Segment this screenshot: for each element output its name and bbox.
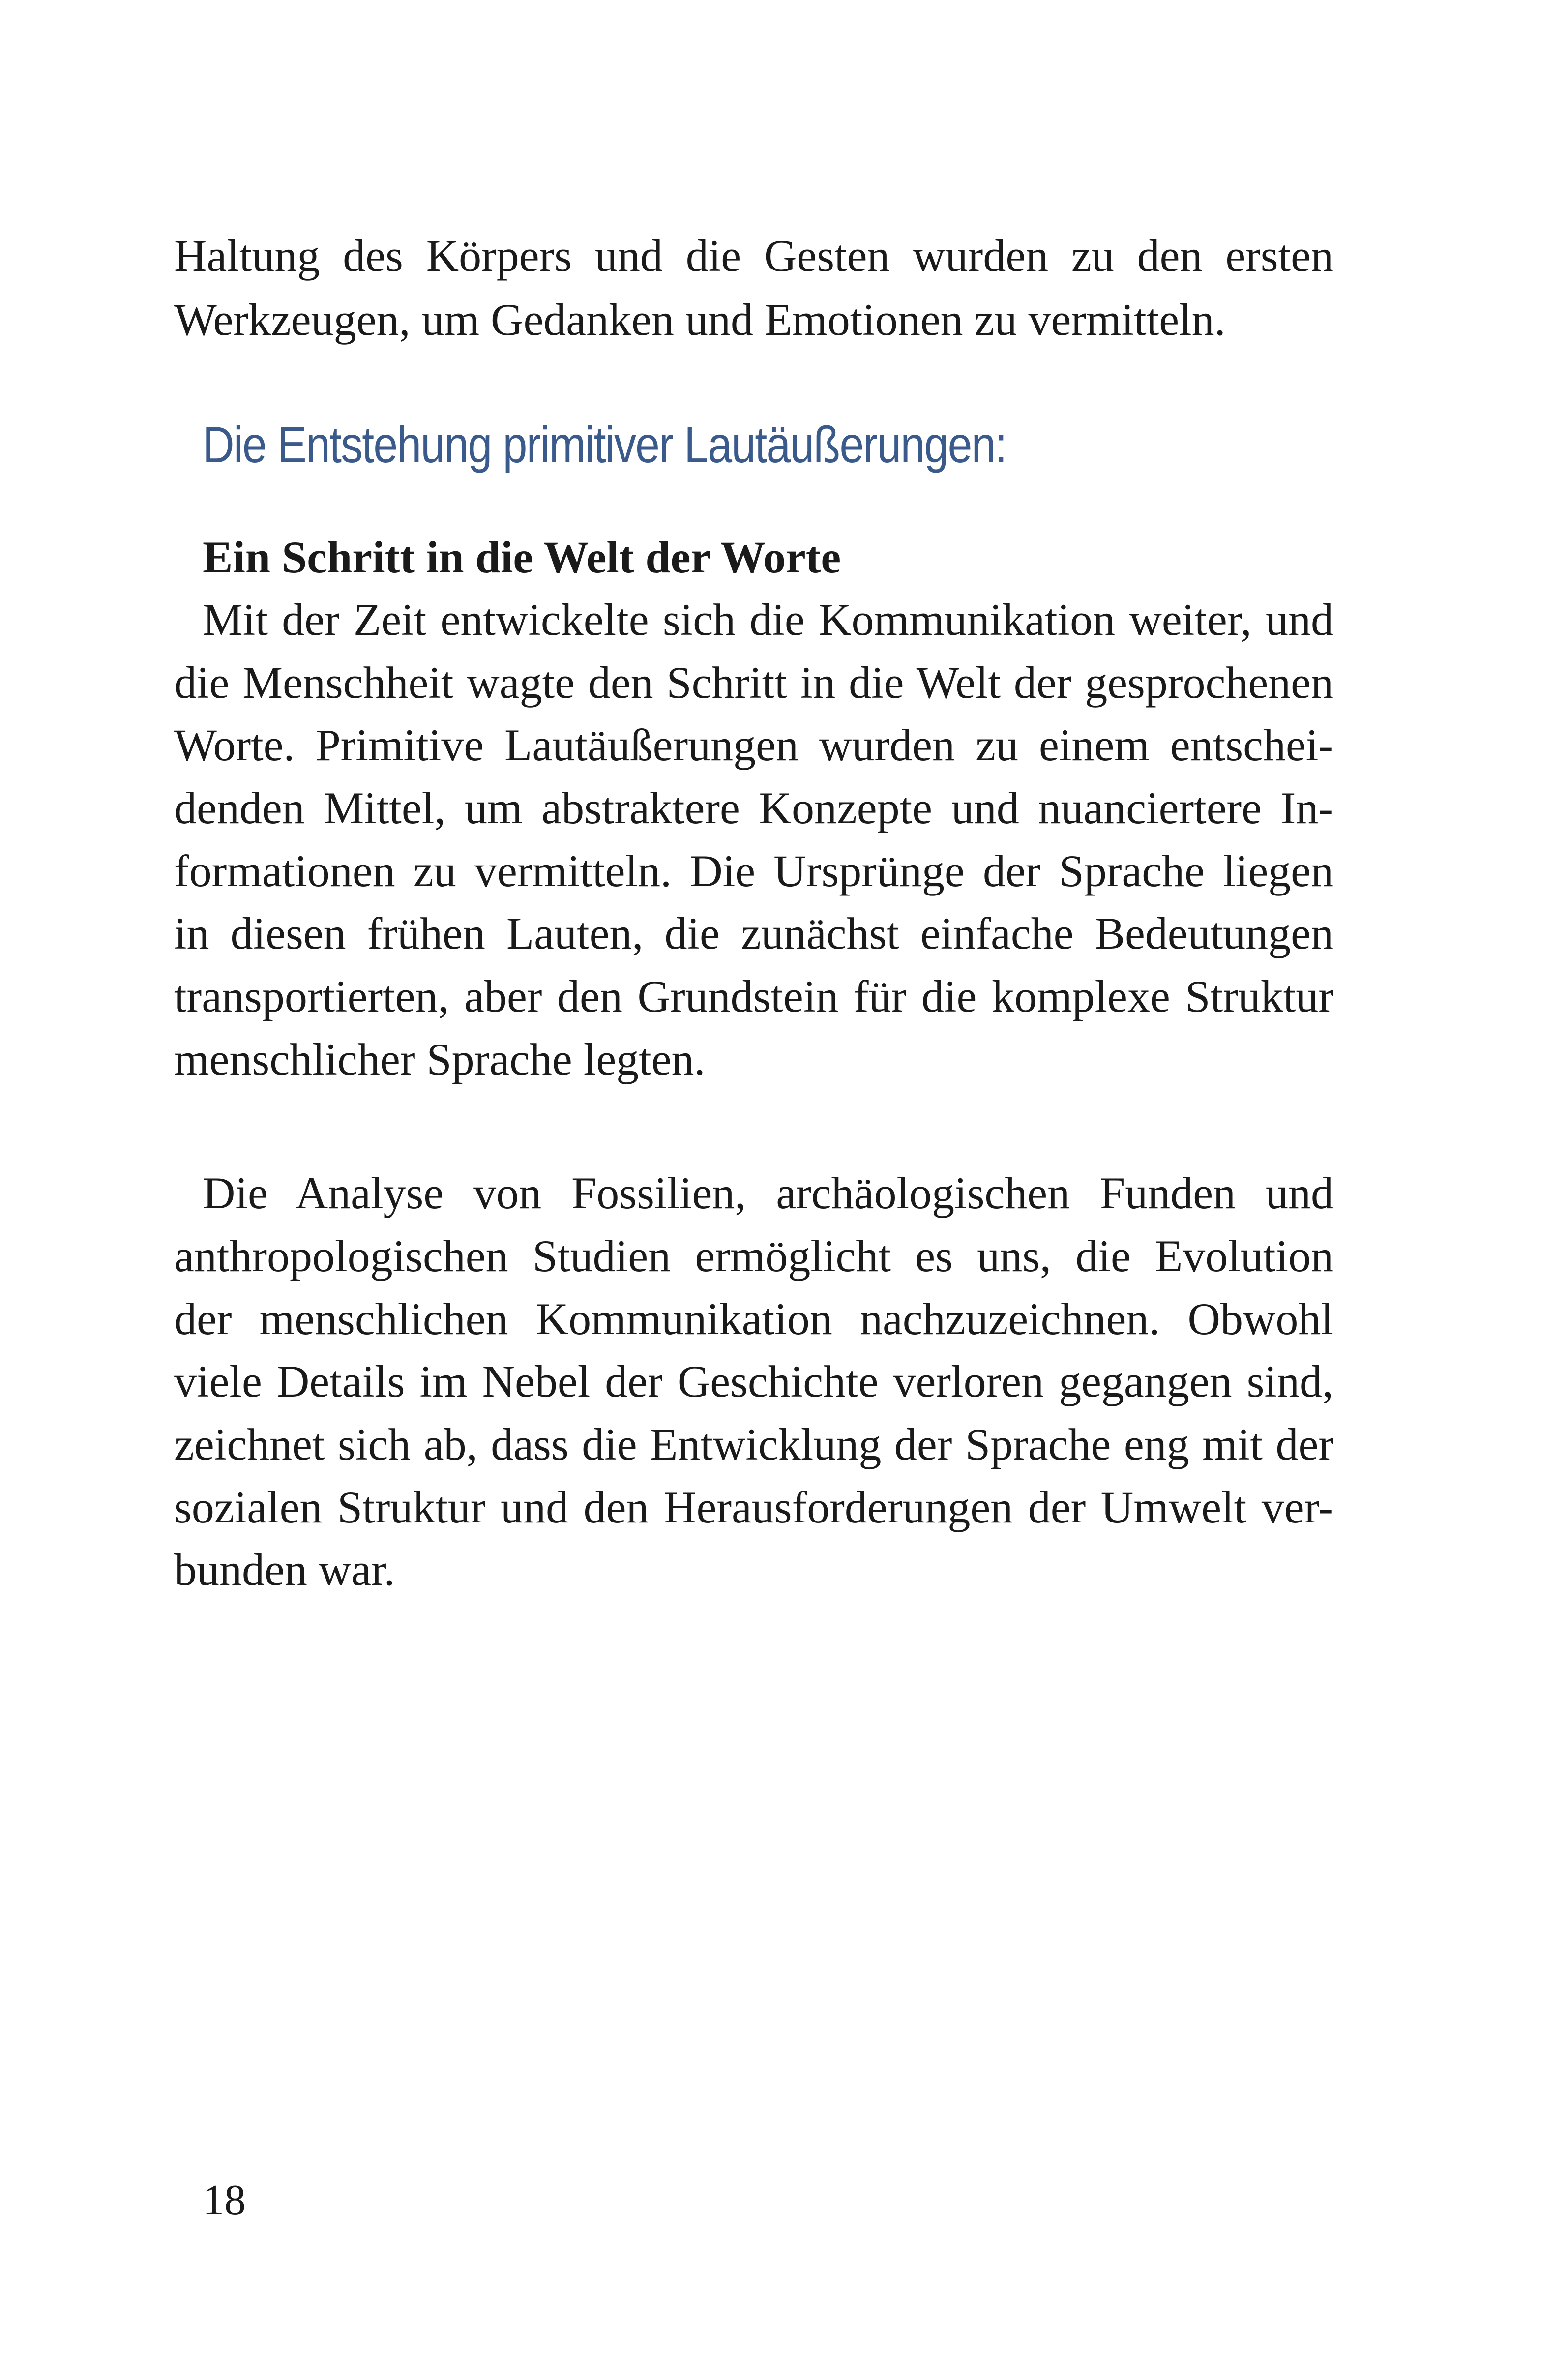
paragraph-line: Die Analyse von Fossilien, archäologischen Funden und	[203, 1168, 1333, 1218]
subheading: Ein Schritt in die Welt der Worte	[203, 532, 841, 582]
section-heading: Die Entstehung primitiver Lautäußerungen:	[203, 417, 1006, 474]
paragraph-line: zeichnet sich ab, dass die Entwicklung der Sprache eng mit der	[174, 1419, 1333, 1469]
paragraph-line: Worte. Primitive Lautäußerungen wurden zu einem entschei-	[174, 720, 1333, 770]
paragraph-line: viele Details im Nebel der Geschichte verloren gegangen sind,	[174, 1356, 1333, 1406]
paragraph-line: in diesen frühen Lauten, die zunächst einfache Bedeutungen	[174, 908, 1333, 958]
page-number: 18	[203, 2177, 246, 2224]
paragraph-line: bunden war.	[174, 1545, 395, 1595]
paragraph-line: sozialen Struktur und den Herausforderungen der Umwelt ver-	[174, 1482, 1333, 1532]
paragraph-line: die Menschheit wagte den Schritt in die Welt der gesprochenen	[174, 657, 1333, 708]
paragraph-line: Mit der Zeit entwickelte sich die Kommunikation weiter, und	[203, 595, 1333, 645]
intro-line: Werkzeugen, um Gedanken und Emotionen zu vermitteln.	[174, 295, 1226, 345]
paragraph-line: anthropologischen Studien ermöglicht es uns, die Evolution	[174, 1231, 1333, 1281]
intro-line: Haltung des Körpers und die Gesten wurden zu den ersten	[174, 231, 1333, 281]
paragraph-line: transportierten, aber den Grundstein für die komplexe Struktur	[174, 971, 1333, 1021]
paragraph-line: menschlicher Sprache legten.	[174, 1034, 706, 1084]
paragraph-line: der menschlichen Kommunikation nachzuzeichnen. Obwohl	[174, 1294, 1333, 1344]
paragraph-line: formationen zu vermitteln. Die Ursprünge der Sprache liegen	[174, 846, 1333, 896]
paragraph-line: denden Mittel, um abstraktere Konzepte und nuanciertere In-	[174, 783, 1333, 833]
